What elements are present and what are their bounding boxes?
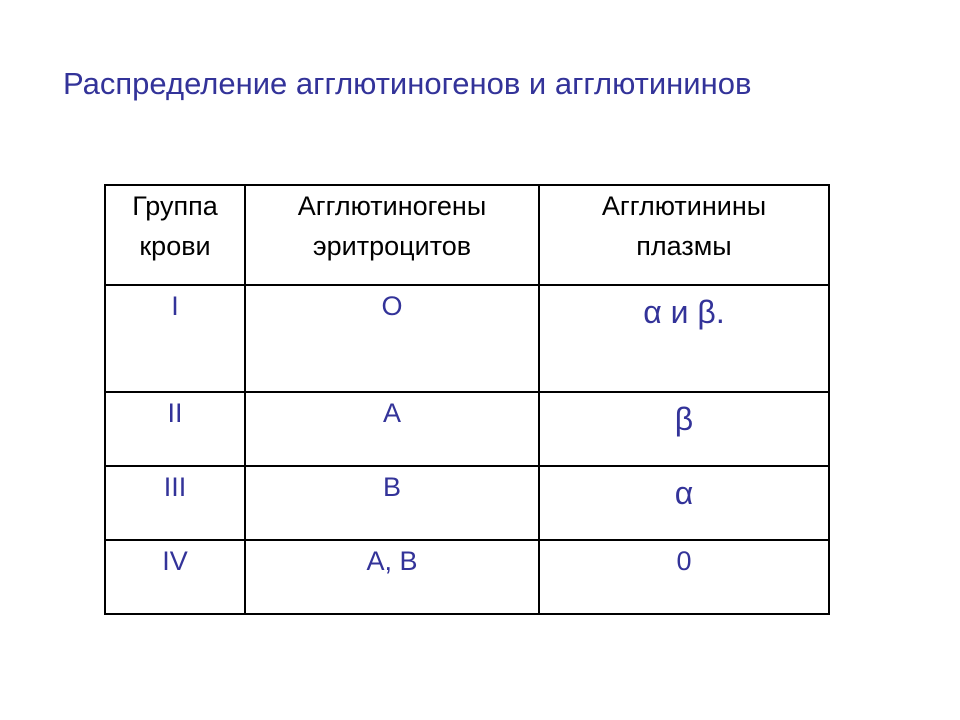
cell-agglutinins	[539, 392, 829, 466]
table-row	[105, 466, 829, 540]
header-group-line1: Группа	[132, 191, 218, 221]
cell-agglutinins: 0	[539, 540, 829, 614]
cell-agglutinogens: O	[245, 285, 539, 392]
table-header-row	[105, 185, 829, 285]
header-agglutinogens-line1: Агглютиногены	[297, 191, 487, 221]
cell-agglutinogens: A	[245, 392, 539, 466]
agglutinins-value: α и β.	[643, 294, 725, 330]
cell-group: II	[105, 392, 245, 466]
page-title: Распределение агглютиногенов и агглютининов	[63, 66, 752, 101]
agglutinins-value: α	[674, 475, 694, 511]
cell-group: IV	[105, 540, 245, 614]
header-cell-agglutinins	[539, 185, 829, 285]
agglutinins-value: β	[674, 401, 694, 437]
cell-agglutinins	[539, 285, 829, 392]
header-cell-agglutinogens	[245, 185, 539, 285]
header-group-line2: крови	[139, 231, 211, 261]
cell-agglutinins	[539, 466, 829, 540]
cell-group: I	[105, 285, 245, 392]
cell-agglutinogens: A, B	[245, 540, 539, 614]
header-agglutinins-line1: Агглютинины	[601, 191, 767, 221]
header-agglutinins-line2: плазмы	[636, 231, 732, 261]
blood-group-table	[104, 184, 830, 615]
table-row	[105, 540, 829, 614]
table-row	[105, 392, 829, 466]
header-cell-group	[105, 185, 245, 285]
table-row	[105, 285, 829, 392]
header-agglutinogens-line2: эритроцитов	[312, 231, 472, 261]
cell-agglutinogens: B	[245, 466, 539, 540]
cell-group: III	[105, 466, 245, 540]
